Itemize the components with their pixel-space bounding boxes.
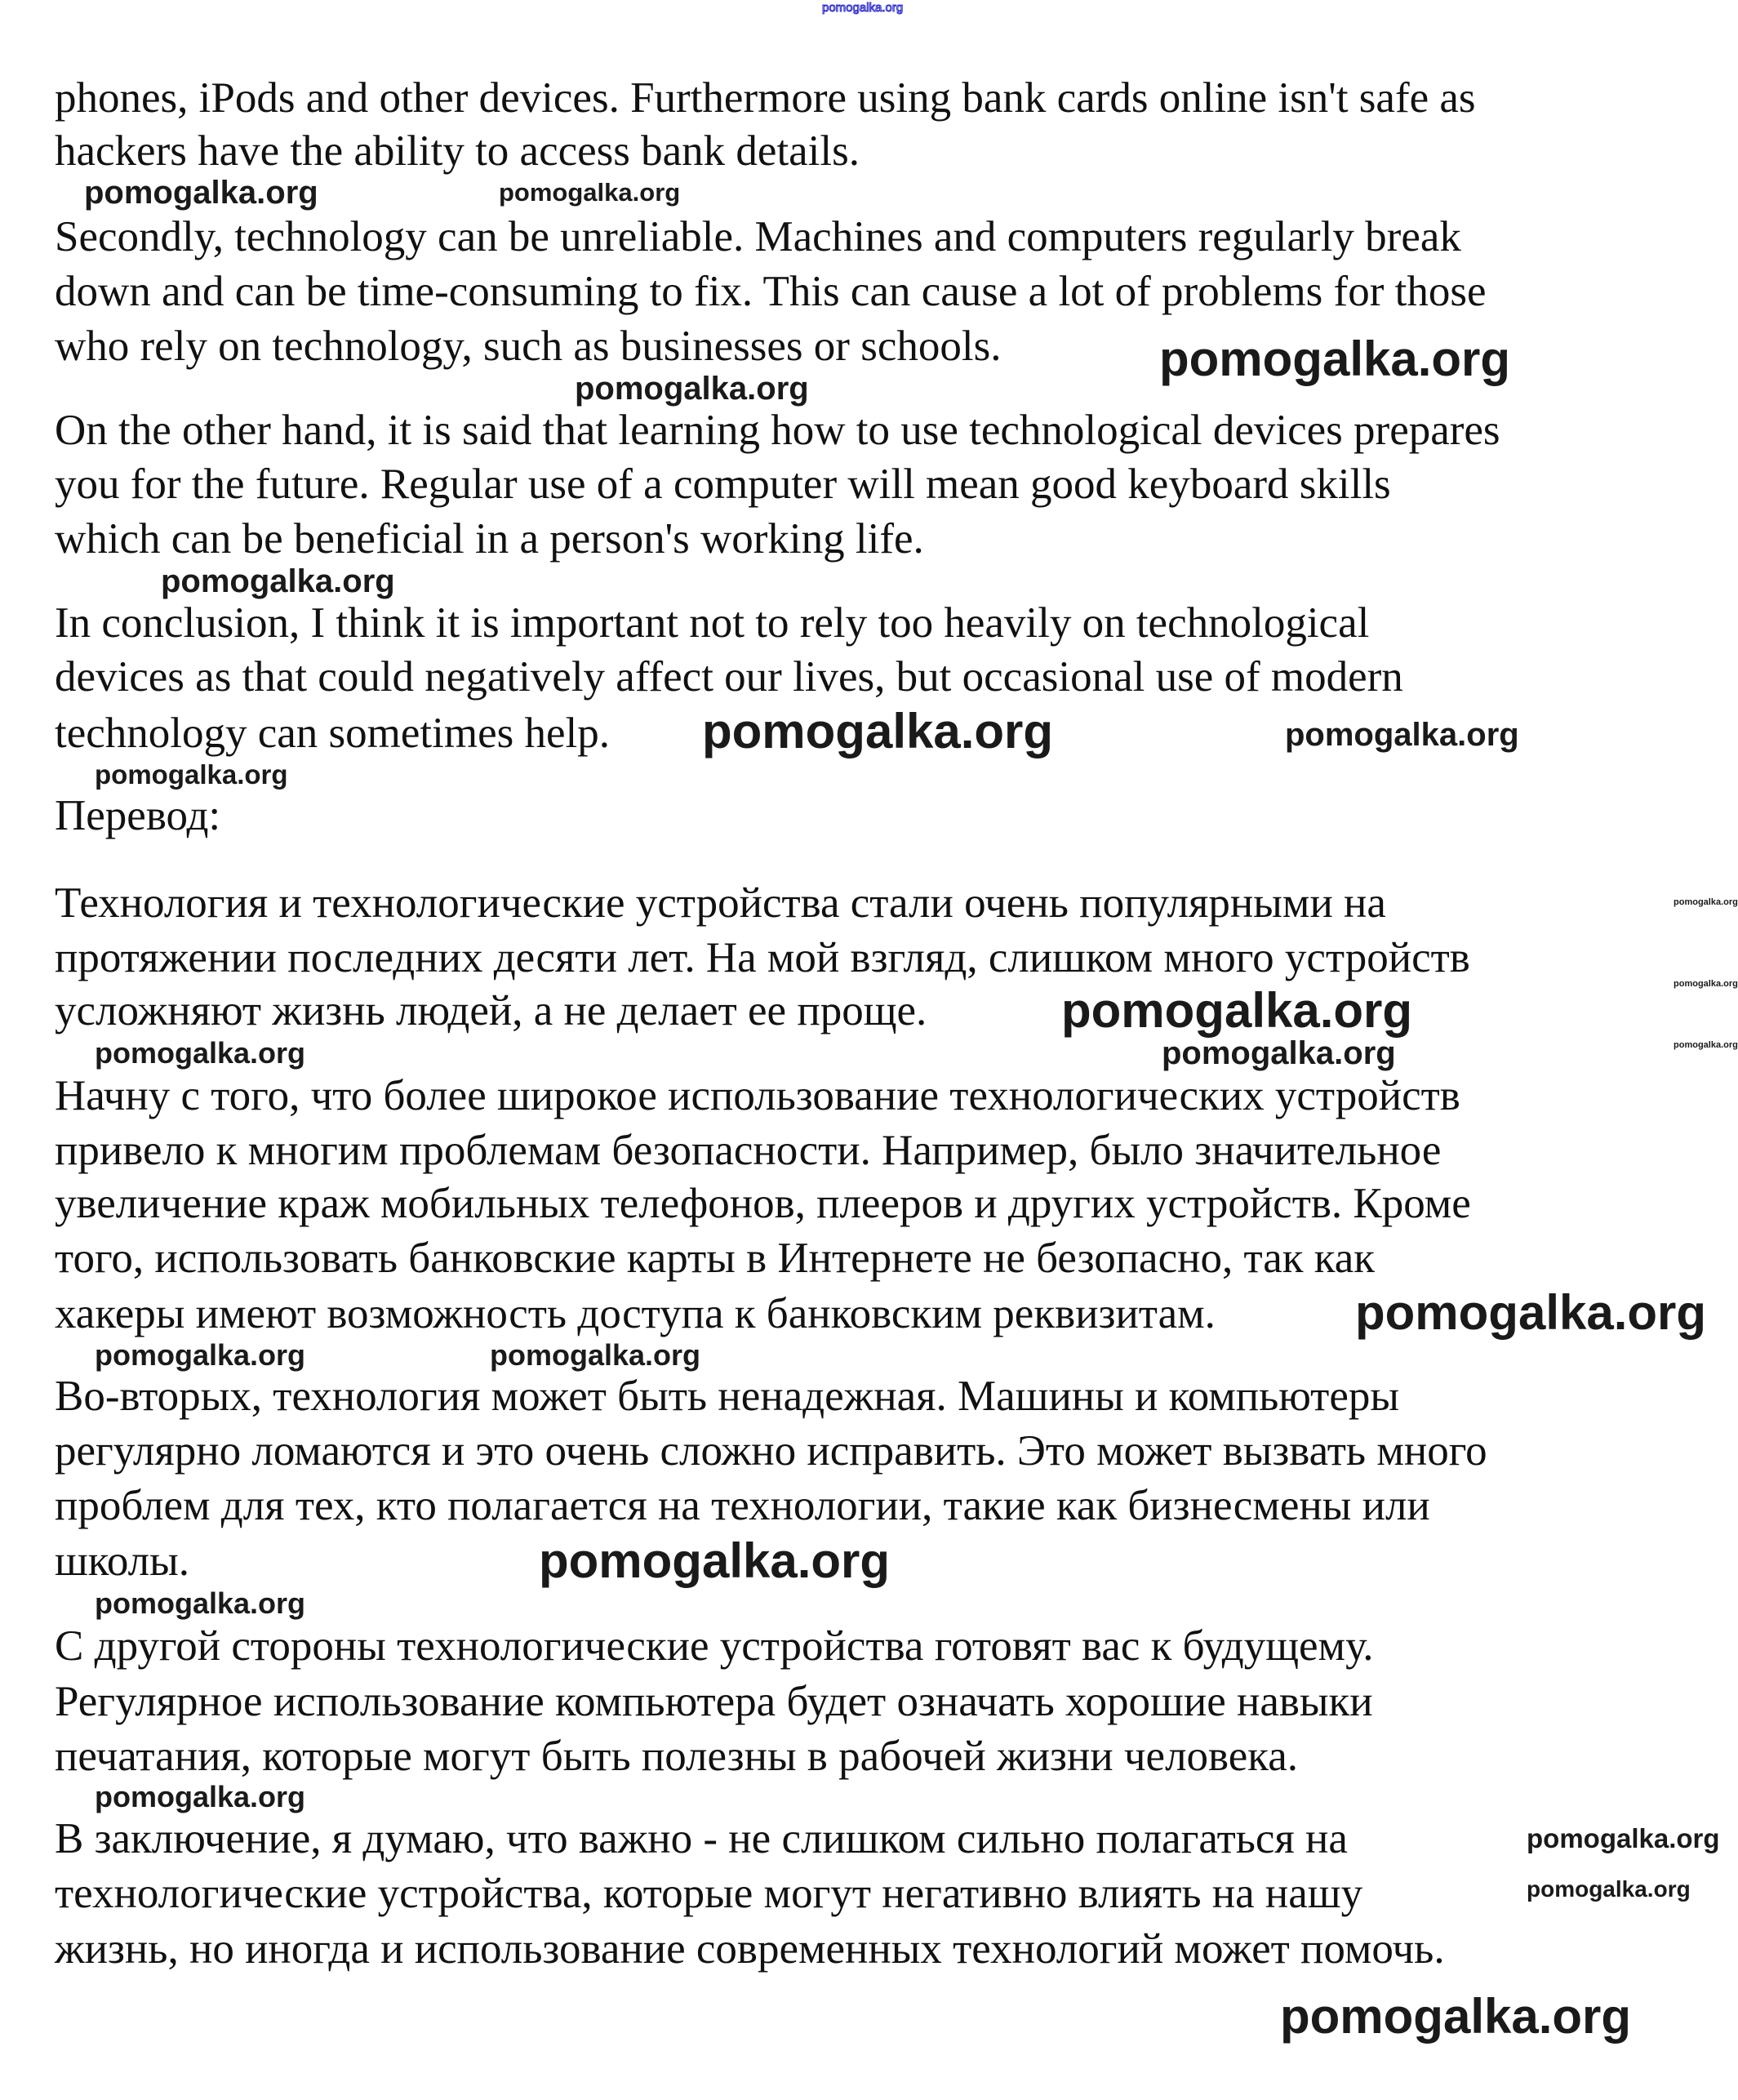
watermark: pomogalka.org xyxy=(1285,717,1519,753)
watermark: pomogalka.org xyxy=(702,704,1054,759)
watermark: pomogalka.org xyxy=(95,1338,306,1372)
text-line: В заключение, я думаю, что важно - не слишком сильно полагаться на xyxy=(55,1815,1348,1862)
text-line: проблем для тех, кто полагается на технологии, такие как бизнесмены или xyxy=(55,1482,1430,1529)
text-line: увеличение краж мобильных телефонов, плееров и других устройств. Кроме xyxy=(55,1180,1471,1227)
watermark: pomogalka.org xyxy=(1159,331,1511,386)
text-line: С другой стороны технологические устройства готовят вас к будущему. xyxy=(55,1622,1374,1670)
text-line: того, использовать банковские карты в Интернете не безопасно, так как xyxy=(55,1235,1376,1282)
watermark: pomogalka.org xyxy=(575,371,809,407)
watermark: pomogalka.org xyxy=(95,1586,306,1620)
text-line: who rely on technology, such as businesses or schools. xyxy=(55,323,1002,370)
text-line: technology can sometimes help. xyxy=(55,710,610,757)
text-line: Технология и технологические устройства стали очень популярными на xyxy=(55,879,1386,927)
text-line: жизнь, но иногда и использование современных технологий может помочь. xyxy=(55,1925,1445,1973)
section-heading: Перевод: xyxy=(55,792,221,839)
text-line: привело к многим проблемам безопасности. Например, было значительное xyxy=(55,1127,1442,1174)
text-line: Secondly, technology can be unreliable. Machines and computers regularly break xyxy=(55,213,1461,260)
watermark: pomogalka.org xyxy=(822,1,904,15)
text-line: which can be beneficial in a person's working life. xyxy=(55,515,924,563)
text-line: phones, iPods and other devices. Furthermore using bank cards online isn't safe as xyxy=(55,74,1476,122)
text-line: hackers have the ability to access bank details. xyxy=(55,127,860,175)
watermark: pomogalka.org xyxy=(84,175,318,211)
watermark: pomogalka.org xyxy=(161,563,395,599)
watermark: pomogalka.org xyxy=(1674,979,1738,989)
watermark: pomogalka.org xyxy=(1162,1035,1396,1071)
text-line: хакеры имеют возможность доступа к банковским реквизитам. xyxy=(55,1290,1216,1337)
watermark: pomogalka.org xyxy=(95,759,288,790)
text-line: On the other hand, it is said that learning how to use technological devices prepares xyxy=(55,407,1500,454)
watermark: pomogalka.org xyxy=(95,1036,306,1070)
watermark: pomogalka.org xyxy=(1674,1040,1738,1050)
text-line: Во-вторых, технология может быть ненадежная. Машины и компьютеры xyxy=(55,1373,1399,1420)
watermark: pomogalka.org xyxy=(490,1338,701,1372)
watermark: pomogalka.org xyxy=(1061,983,1413,1038)
text-line: усложняют жизнь людей, а не делает ее проще. xyxy=(55,987,927,1034)
text-line: печатания, которые могут быть полезны в рабочей жизни человека. xyxy=(55,1733,1298,1780)
text-line: In conclusion, I think it is important not to rely too heavily on technological xyxy=(55,599,1370,647)
text-line: школы. xyxy=(55,1537,189,1585)
text-line: протяжении последних десяти лет. На мой взгляд, слишком много устройств xyxy=(55,934,1470,981)
text-line: you for the future. Regular use of a computer will mean good keyboard skills xyxy=(55,460,1391,508)
text-line: down and can be time-consuming to fix. This can cause a lot of problems for those xyxy=(55,268,1487,315)
watermark: pomogalka.org xyxy=(95,1780,306,1813)
watermark: pomogalka.org xyxy=(1280,1989,1632,2044)
watermark: pomogalka.org xyxy=(539,1533,891,1588)
watermark: pomogalka.org xyxy=(1527,1876,1691,1902)
text-line: Начну с того, что более широкое использование технологических устройств xyxy=(55,1072,1460,1119)
watermark: pomogalka.org xyxy=(499,178,681,207)
text-line: devices as that could negatively affect our lives, but occasional use of modern xyxy=(55,653,1403,701)
watermark: pomogalka.org xyxy=(1527,1823,1720,1853)
text-line: технологические устройства, которые могут негативно влиять на нашу xyxy=(55,1870,1363,1917)
watermark: pomogalka.org xyxy=(1355,1285,1707,1340)
text-line: Регулярное использование компьютера будет означать хорошие навыки xyxy=(55,1678,1373,1725)
text-line: регулярно ломаются и это очень сложно исправить. Это может вызвать много xyxy=(55,1427,1487,1475)
watermark: pomogalka.org xyxy=(1674,897,1738,907)
